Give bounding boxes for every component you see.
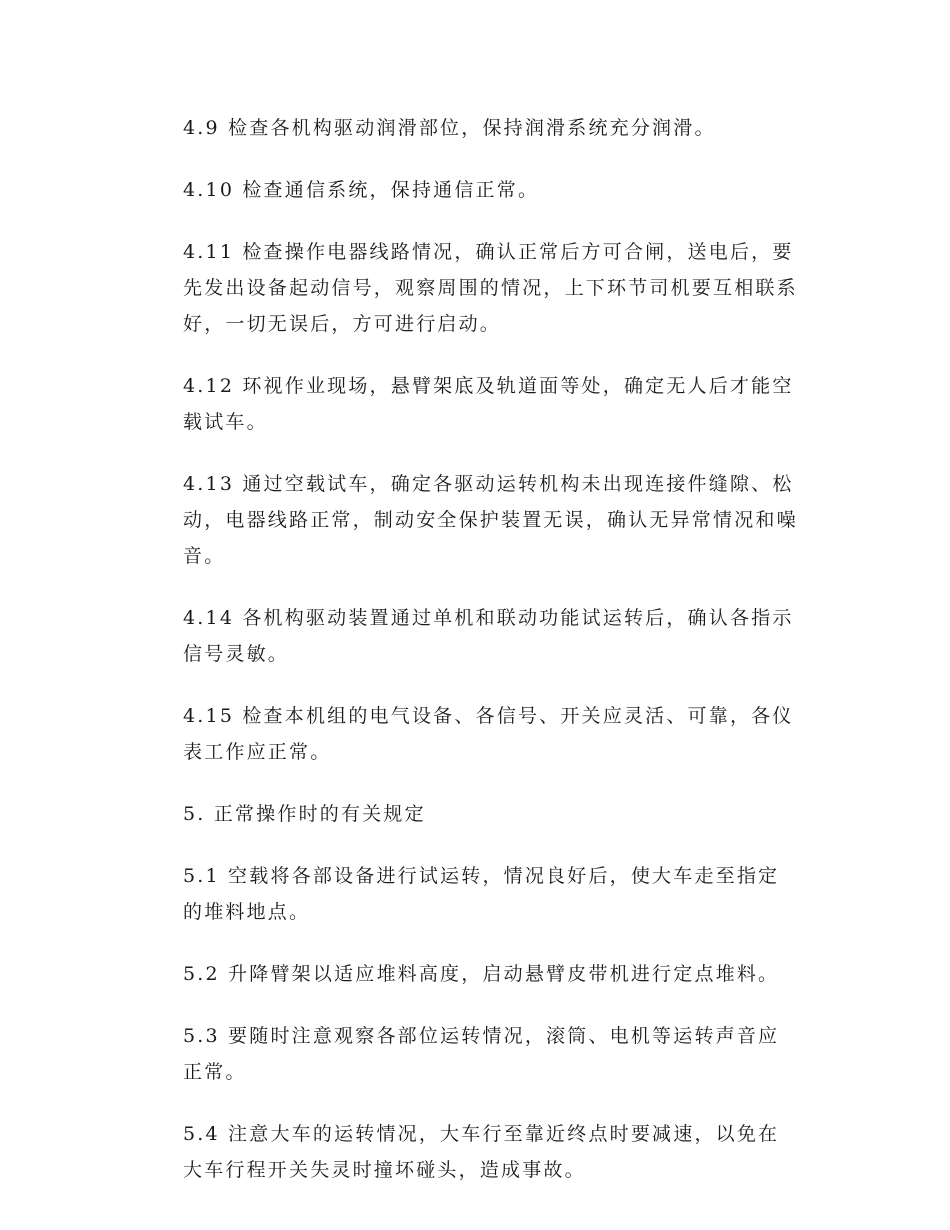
paragraph-line: 音。 [183,545,226,567]
paragraph-line: 5.3 要随时注意观察各部位运转情况，滚筒、电机等运转声音应 [183,1025,780,1047]
paragraph-5-4 [141,1116,811,1188]
paragraph-line: 5.2 升降臂架以适应堆料高度，启动悬臂皮带机进行定点堆料。 [183,963,780,985]
paragraph-line: 表工作应正常。 [183,741,332,763]
paragraph-line: 5. 正常操作时的有关规定 [183,803,426,825]
paragraph-line: 4.14 各机构驱动装置通过单机和联动功能试运转后，确认各指示 [183,607,794,629]
paragraph-line: 4.11 检查操作电器线路情况，确认正常后方可合闸，送电后，要 [183,241,794,263]
paragraph-line: 载试车。 [183,411,268,433]
paragraph-line: 的堆料地点。 [183,901,311,923]
document-body [141,110,811,1214]
paragraph-line: 4.15 检查本机组的电气设备、各信号、开关应灵活、可靠，各仪 [183,705,794,727]
paragraph-line: 动，电器线路正常，制动安全保护装置无误，确认无异常情况和噪 [183,509,798,531]
paragraph-4-13 [141,466,811,574]
paragraph-4-9 [141,110,811,146]
paragraph-4-12 [141,368,811,440]
paragraph-line: 先发出设备起动信号，观察周围的情况，上下环节司机要互相联系 [183,277,798,299]
paragraph-5-2 [141,956,811,992]
paragraph-line: 好，一切无误后，方可进行启动。 [183,313,502,335]
paragraph-line: 4.9 检查各机构驱动润滑部位，保持润滑系统充分润滑。 [183,117,716,139]
paragraph-line: 5.1 空载将各部设备进行试运转，情况良好后，使大车走至指定 [183,865,780,887]
paragraph-line: 4.12 环视作业现场，悬臂架底及轨道面等处，确定无人后才能空 [183,375,794,397]
section-heading-5 [141,796,811,832]
paragraph-5-1 [141,858,811,930]
paragraph-line: 5.4 注意大车的运转情况，大车行至靠近终点时要减速，以免在 [183,1123,780,1145]
paragraph-line: 正常。 [183,1061,247,1083]
paragraph-5-3 [141,1018,811,1090]
paragraph-line: 4.13 通过空载试车，确定各驱动运转机构未出现连接件缝隙、松 [183,473,794,495]
paragraph-4-15 [141,698,811,770]
paragraph-4-10 [141,172,811,208]
paragraph-4-14 [141,600,811,672]
paragraph-line: 信号灵敏。 [183,643,290,665]
paragraph-line: 4.10 检查通信系统，保持通信正常。 [183,179,540,201]
paragraph-line: 大车行程开关失灵时撞坏碰头，造成事故。 [183,1159,586,1181]
paragraph-4-11 [141,234,811,342]
